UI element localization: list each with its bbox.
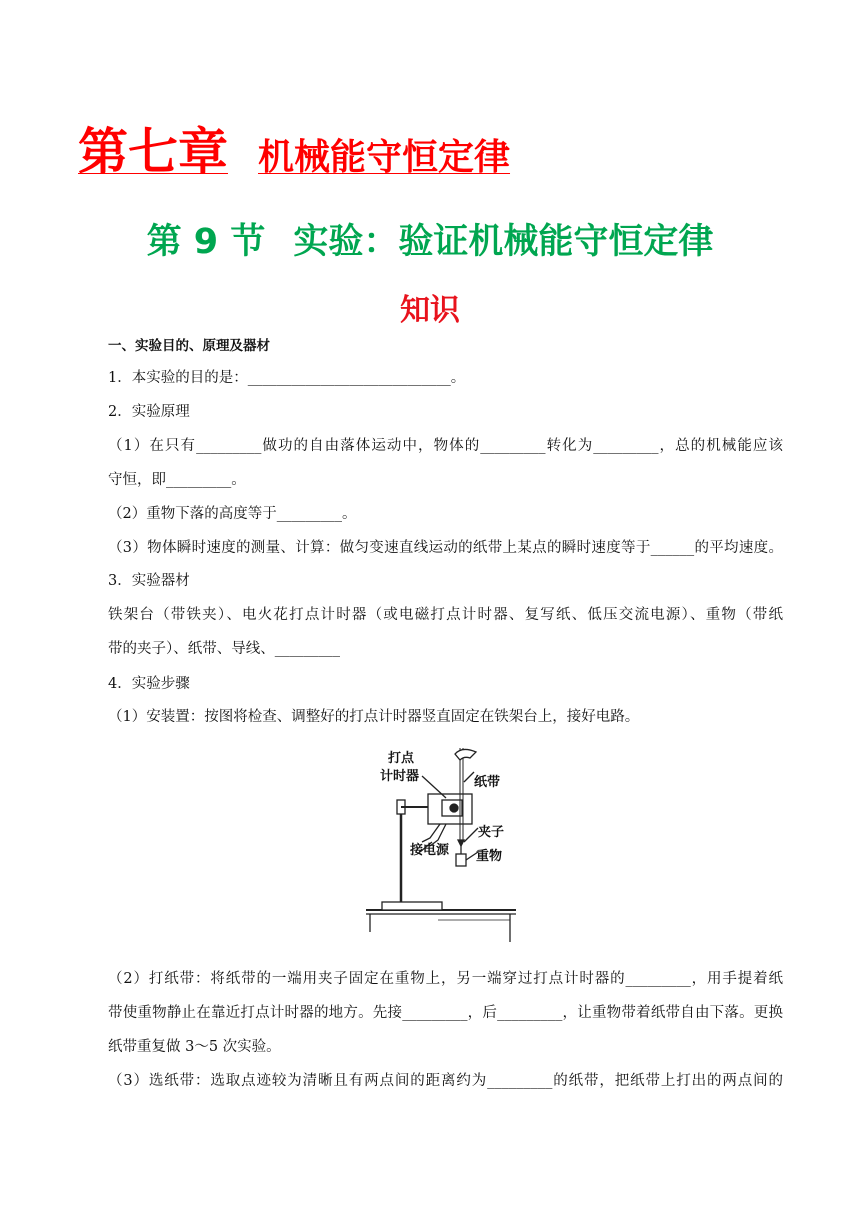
label-power: 接电源	[410, 843, 450, 858]
subtitle: 知识	[400, 293, 460, 328]
text-line: 3．实验器材	[108, 573, 190, 589]
label-timer-1: 打点	[388, 751, 415, 766]
text-line: 带使重物静止在靠近打点计时器的地方。先接_________，后_________，让重物带着纸带自由下落。更换	[108, 1005, 783, 1021]
text-line: 铁架台（带铁夹）、电火花打点计时器（或电磁打点计时器、复写纸、低压交流电源）、重物（带纸	[108, 607, 783, 623]
text-line: （3）选纸带：选取点迹较为清晰且有两点间的距离约为_________的纸带，把纸带上打出的两点间的	[108, 1073, 783, 1089]
text-line: （3）物体瞬时速度的测量、计算：做匀变速直线运动的纸带上某点的瞬时速度等于______的平均速度。	[108, 540, 783, 556]
chapter-title	[78, 112, 510, 184]
text-line: （1）安装置：按图将检查、调整好的打点计时器竖直固定在铁架台上，接好电路。	[108, 709, 640, 725]
text-line: 4．实验步骤	[108, 676, 190, 692]
section-name: 实验：验证机械能守恒定律	[293, 222, 714, 262]
label-timer-2: 计时器	[380, 769, 420, 784]
text-line: 带的夹子）、纸带、导线、_________	[108, 641, 340, 657]
text-line: 纸带重复做 3～5 次实验。	[108, 1039, 281, 1055]
section-number: 第 9 节	[146, 222, 266, 262]
text-line: （2）打纸带：将纸带的一端用夹子固定在重物上，另一端穿过打点计时器的_________，用手提着纸	[108, 971, 783, 987]
text-line: （1）在只有_________做功的自由落体运动中，物体的_________转化为_________，总的机械能应该	[108, 438, 783, 454]
text-line: （2）重物下落的高度等于_________。	[108, 506, 357, 522]
apparatus-figure	[360, 742, 520, 948]
chapter-name: 机械能守恒定律	[258, 137, 511, 178]
label-tape: 纸带	[474, 775, 501, 790]
chapter-number: 第七章	[78, 123, 228, 181]
label-clip: 夹子	[478, 825, 505, 840]
section-title	[0, 214, 860, 264]
label-weight: 重物	[476, 849, 503, 864]
text-line: 2．实验原理	[108, 404, 190, 420]
text-line: 守恒，即_________。	[108, 472, 246, 488]
text-line: 1．本实验的目的是：____________________________。	[108, 370, 466, 386]
heading-1: 一、实验目的、原理及器材	[108, 338, 270, 354]
